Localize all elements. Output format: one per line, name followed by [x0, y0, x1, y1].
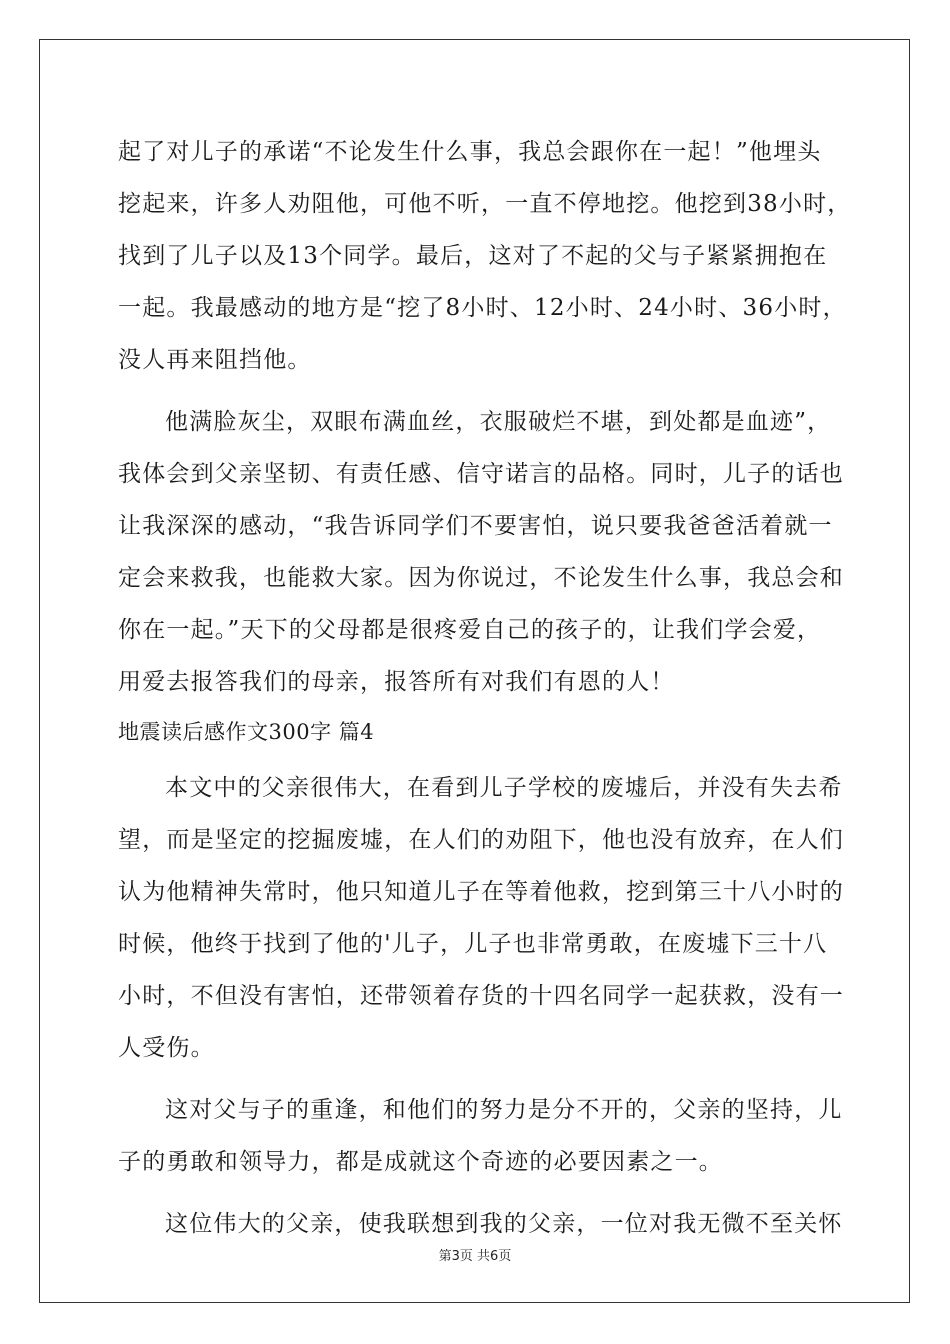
text-line: 他满脸灰尘，双眼布满血丝，衣服破烂不堪，到处都是血迹”， [165, 409, 832, 435]
text-line: 我体会到父亲坚韧、有责任感、信守诺言的品格。同时，儿子的话也 [118, 461, 844, 487]
text-line: 认为他精神失常时，他只知道儿子在等着他救，挖到第三十八小时的 [118, 879, 844, 905]
text-line: 你在一起。”天下的父母都是很疼爱自己的孩子的，让我们学会爱， [118, 617, 822, 643]
text-line: 本文中的父亲很伟大，在看到儿子学校的废墟后，并没有失去希 [165, 775, 843, 801]
paragraph [118, 126, 852, 386]
page-number-footer: 第3页 共6页 [438, 1249, 512, 1264]
text-line: 子的勇敢和领导力，都是成就这个奇迹的必要因素之一。 [118, 1149, 723, 1175]
text-line: 找到了儿子以及13个同学。最后，这对了不起的父与子紧紧拥抱在 [118, 243, 828, 269]
document-body [118, 126, 852, 1250]
text-line: 没人再来阻挡他。 [118, 347, 312, 373]
text-line: 让我深深的感动，“我告诉同学们不要害怕，说只要我爸爸活着就一 [118, 513, 833, 539]
text-line: 这位伟大的父亲，使我联想到我的父亲，一位对我无微不至关怀 [165, 1211, 843, 1237]
text-line: 用爱去报答我们的母亲，报答所有对我们有恩的人！ [118, 669, 675, 695]
paragraph [118, 396, 844, 708]
text-line: 望，而是坚定的挖掘废墟，在人们的劝阻下，他也没有放弃，在人们 [118, 827, 844, 853]
text-line: 时候，他终于找到了他的'儿子，儿子也非常勇敢，在废墟下三十八 [118, 931, 828, 957]
text-line: 定会来救我，也能救大家。因为你说过，不论发生什么事，我总会和 [118, 565, 844, 591]
text-line: 人受伤。 [118, 1035, 215, 1061]
text-line: 这对父与子的重逢，和他们的努力是分不开的，父亲的坚持，儿 [165, 1097, 843, 1123]
text-line: 小时，不但没有害怕，还带领着存货的十四名同学一起获救，没有一 [118, 983, 844, 1009]
text-line: 起了对儿子的承诺“不论发生什么事，我总会跟你在一起！”他埋头 [118, 139, 822, 165]
paragraph [118, 1084, 843, 1188]
text-line: 挖起来，许多人劝阻他，可他不听，一直不停地挖。他挖到38小时， [118, 191, 852, 217]
paragraph [118, 1198, 843, 1250]
section-heading: 地震读后感作文300字 篇4 [118, 720, 375, 744]
text-line: 一起。我最感动的地方是“挖了8小时、12小时、24小时、36小时， [118, 295, 847, 321]
paragraph [118, 762, 844, 1074]
